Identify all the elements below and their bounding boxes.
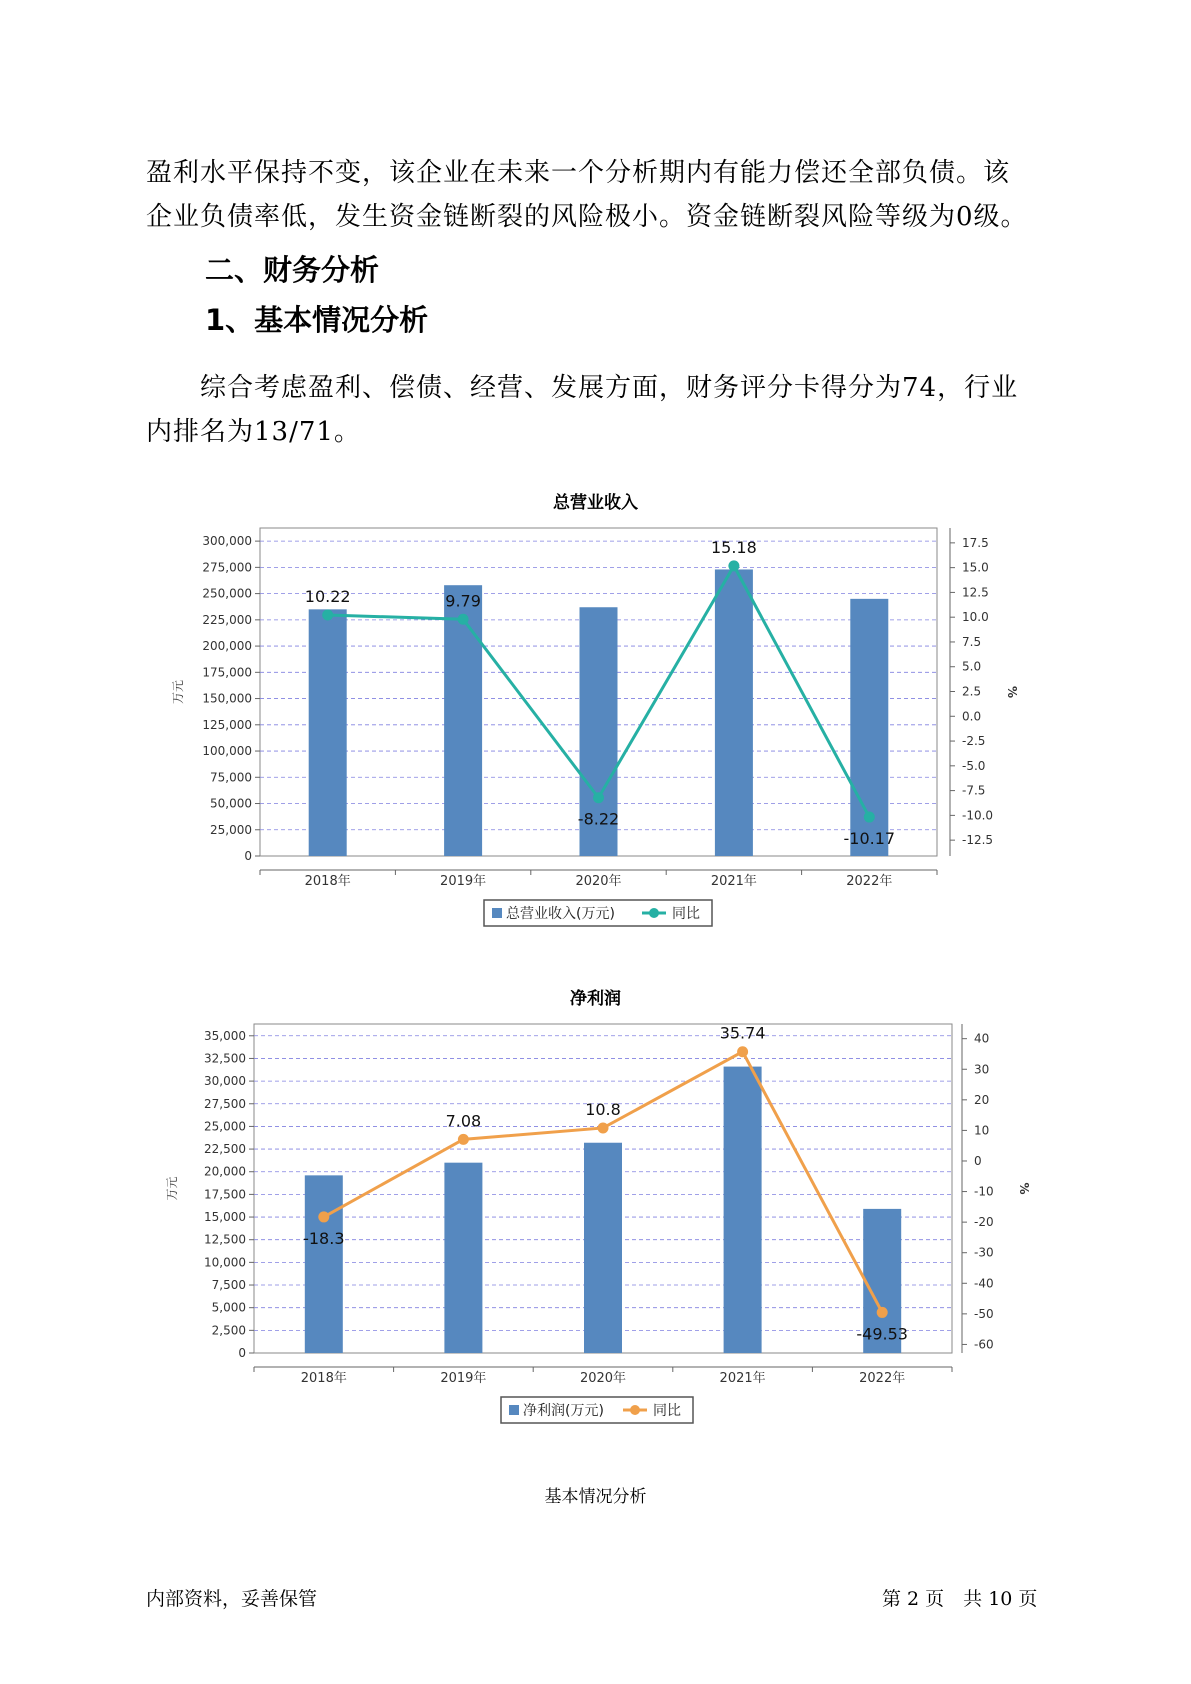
y2-tick-label: 2.5 — [962, 684, 982, 699]
data-label: 9.79 — [445, 591, 481, 611]
x-tick-label: 2018年 — [300, 1371, 347, 1386]
paragraph-line: 盈利水平保持不变，该企业在未来一个分析期内有能力偿还全部负债。该 — [146, 158, 1011, 188]
data-label: 15.18 — [710, 537, 757, 557]
paragraph-line: 综合考虑盈利、偿债、经营、发展方面，财务评分卡得分为74，行业 — [146, 373, 1019, 403]
y2-tick-label: -2.5 — [962, 734, 986, 749]
y-tick-label: 50,000 — [210, 796, 252, 811]
legend-swatch-bar — [509, 1405, 519, 1415]
subsection-heading: 1、基本情况分析 — [205, 303, 429, 337]
data-label: 35.74 — [719, 1023, 766, 1043]
y-tick-label: 0 — [244, 849, 252, 863]
y2-tick-label: 10.0 — [962, 610, 989, 625]
y-tick-label: 75,000 — [210, 770, 252, 785]
y-tick-label: 27,500 — [204, 1096, 246, 1111]
legend-swatch-point — [630, 1405, 640, 1415]
chart-title-revenue: 总营业收入 — [553, 493, 638, 513]
footer-confidential: 内部资料，妥善保管 — [146, 1588, 318, 1610]
x-tick-label: 2018年 — [304, 874, 351, 889]
data-label: -10.17 — [843, 829, 896, 849]
y-tick-label: 250,000 — [202, 586, 252, 601]
data-point — [458, 614, 469, 625]
y-axis-title: 万元 — [165, 1176, 179, 1201]
data-label: -18.3 — [303, 1228, 345, 1248]
chart-title-net-profit: 净利润 — [570, 989, 621, 1009]
y2-tick-label: -10 — [974, 1184, 994, 1199]
y-tick-label: 7,500 — [211, 1278, 246, 1293]
y2-tick-label: -20 — [974, 1215, 994, 1230]
y-tick-label: 15,000 — [204, 1210, 246, 1225]
data-point — [598, 1122, 609, 1133]
y2-tick-label: 30 — [974, 1062, 990, 1077]
y2-axis-title: % — [1017, 1182, 1031, 1195]
paragraph-risk-summary — [146, 151, 1046, 239]
y2-tick-label: 17.5 — [962, 535, 989, 550]
y-tick-label: 30,000 — [204, 1074, 246, 1089]
data-point — [728, 560, 739, 571]
y-tick-label: 17,500 — [204, 1187, 246, 1202]
paragraph-line: 企业负债率低，发生资金链断裂的风险极小。资金链断裂风险等级为0级。 — [146, 202, 1028, 232]
legend-label-bar: 总营业收入(万元) — [506, 906, 615, 922]
x-tick-label: 2021年 — [710, 874, 757, 889]
data-point — [322, 610, 333, 621]
y2-tick-label: -30 — [974, 1245, 994, 1260]
y-tick-label: 5,000 — [211, 1300, 246, 1315]
y2-tick-label: 20 — [974, 1092, 990, 1107]
bar — [584, 1143, 622, 1353]
y2-tick-label: -7.5 — [962, 783, 986, 798]
y2-tick-label: 5.0 — [962, 659, 982, 674]
y2-tick-label: 15.0 — [962, 560, 989, 575]
y-tick-label: 225,000 — [202, 612, 252, 627]
bar — [715, 569, 753, 856]
y-tick-label: 0 — [238, 1346, 246, 1360]
y2-tick-label: 10 — [974, 1123, 990, 1138]
x-tick-label: 2019年 — [440, 874, 487, 889]
y-tick-label: 25,000 — [210, 822, 252, 837]
y2-tick-label: -40 — [974, 1276, 994, 1291]
data-label: 10.8 — [585, 1099, 621, 1119]
y-tick-label: 300,000 — [202, 534, 252, 549]
x-tick-label: 2021年 — [719, 1371, 766, 1386]
data-point — [877, 1307, 888, 1318]
y-tick-label: 275,000 — [202, 560, 252, 575]
y2-tick-label: 7.5 — [962, 634, 982, 649]
section-heading: 二、财务分析 — [205, 253, 380, 287]
data-label: 10.22 — [304, 587, 351, 607]
x-tick-label: 2019年 — [440, 1371, 487, 1386]
legend-label-bar: 净利润(万元) — [523, 1403, 604, 1419]
bar — [444, 585, 482, 856]
paragraph-line: 内排名为13/71。 — [146, 417, 361, 447]
footer-page-number: 第 2 页 共 10 页 — [882, 1588, 1038, 1610]
y2-tick-label: 40 — [974, 1031, 990, 1046]
y2-tick-label: -50 — [974, 1306, 994, 1321]
x-tick-label: 2022年 — [859, 1371, 906, 1386]
data-point — [737, 1046, 748, 1057]
y-axis-title: 万元 — [171, 679, 185, 705]
y-tick-label: 20,000 — [204, 1164, 246, 1179]
chart-revenue — [0, 510, 1191, 940]
data-point — [318, 1211, 329, 1222]
bar — [724, 1067, 762, 1353]
figure-caption: 基本情况分析 — [544, 1487, 647, 1507]
y2-axis-title: % — [1005, 685, 1019, 699]
chart-net-profit — [0, 1006, 1191, 1436]
data-label: -8.22 — [577, 809, 620, 829]
paragraph-score — [146, 366, 1046, 454]
x-tick-label: 2020年 — [579, 1371, 627, 1386]
y-tick-label: 100,000 — [202, 744, 252, 759]
data-point — [458, 1134, 469, 1145]
y-tick-label: 35,000 — [204, 1028, 246, 1043]
legend-label-line: 同比 — [653, 1403, 681, 1419]
bar — [309, 609, 347, 856]
data-point — [593, 792, 604, 803]
x-tick-label: 2022年 — [846, 874, 893, 889]
y2-tick-label: -5.0 — [962, 758, 986, 773]
y-tick-label: 175,000 — [202, 665, 252, 680]
y2-tick-label: 12.5 — [962, 585, 989, 600]
y-tick-label: 12,500 — [204, 1232, 246, 1247]
data-label: 7.08 — [445, 1111, 482, 1131]
bar — [305, 1175, 343, 1353]
y2-tick-label: 0 — [974, 1153, 982, 1168]
y-tick-label: 22,500 — [204, 1142, 246, 1157]
y-tick-label: 10,000 — [204, 1255, 246, 1270]
y-tick-label: 32,500 — [204, 1051, 246, 1066]
legend-swatch-point — [649, 908, 659, 918]
y2-tick-label: -60 — [974, 1337, 994, 1352]
data-point — [864, 812, 875, 823]
y-tick-label: 2,500 — [211, 1323, 246, 1338]
y2-tick-label: 0.0 — [962, 709, 982, 724]
legend-label-line: 同比 — [672, 906, 700, 922]
y2-tick-label: -10.0 — [962, 808, 994, 823]
y-tick-label: 125,000 — [202, 717, 252, 732]
y-tick-label: 200,000 — [202, 639, 252, 654]
y-tick-label: 25,000 — [204, 1119, 246, 1134]
x-tick-label: 2020年 — [575, 874, 622, 889]
legend-swatch-bar — [492, 908, 502, 918]
y-tick-label: 150,000 — [202, 691, 252, 706]
y2-tick-label: -12.5 — [962, 833, 994, 848]
bar — [444, 1163, 482, 1353]
data-label: -49.53 — [856, 1324, 908, 1344]
